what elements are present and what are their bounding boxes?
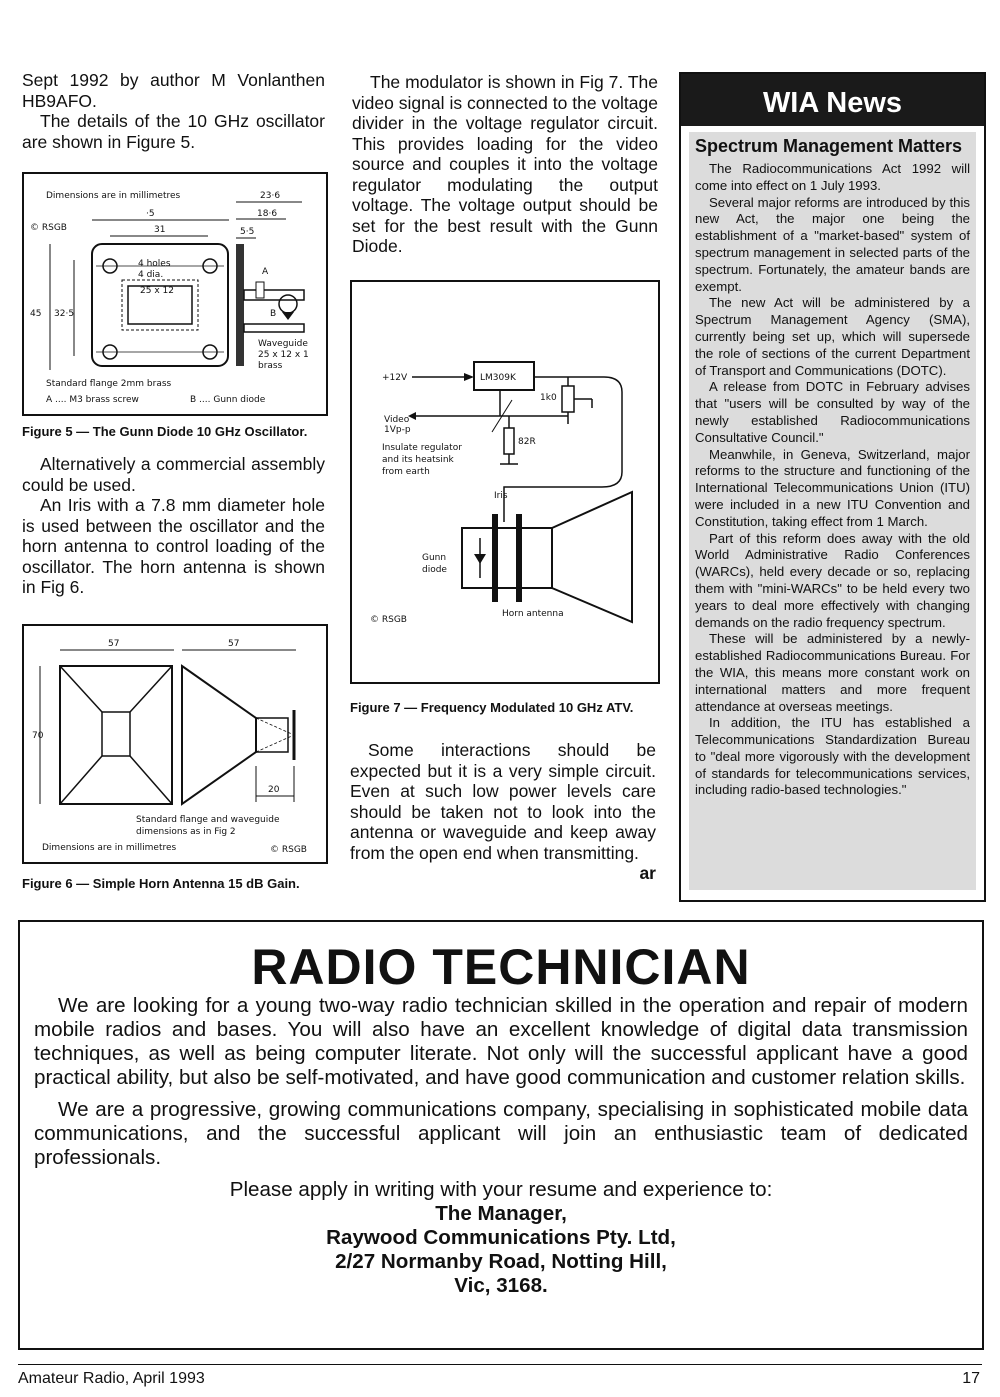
figure-7-modulator-circuit xyxy=(350,280,660,684)
wia-news-paragraph: In addition, the ITU has established a Telecommunications Standardization Bureau to "deal more vigorously with the development of standards for telecommunications services, including radio-based technologies." xyxy=(695,715,970,798)
fig5-holes-label: 4 holes xyxy=(138,259,171,269)
fig5-holes-dia: 4 dia. xyxy=(138,270,164,280)
figure-5-oscillator-diagram xyxy=(22,172,328,416)
wia-news-title: Spectrum Management Matters xyxy=(695,136,963,156)
fig7-copyright: © RSGB xyxy=(370,615,407,625)
fig5-waveguide-material: brass xyxy=(258,361,283,371)
wia-news-box xyxy=(679,72,986,902)
fig5-waveguide-size: 25 x 12 x 1 xyxy=(258,350,309,360)
wia-news-header: WIA News xyxy=(681,74,984,126)
figure-5-svg xyxy=(24,174,326,414)
fig5-copyright: © RSGB xyxy=(30,223,67,233)
ad-address-line-3: 2/27 Normanby Road, Notting Hill, xyxy=(335,1250,667,1273)
fig7-iris-label: Iris xyxy=(494,491,508,501)
fig5-dim-5-5: 5·5 xyxy=(240,227,255,237)
footer-publication: Amateur Radio, April 1993 xyxy=(18,1370,205,1387)
ad-address-line-2: Raywood Communications Pty. Ltd, xyxy=(326,1226,676,1249)
ad-address-line-4: Vic, 3168. xyxy=(454,1274,548,1297)
fig6-dim-20: 20 xyxy=(268,785,280,795)
fig5-slot-size: 25 x 12 xyxy=(140,286,174,296)
ad-address-line-1: The Manager, xyxy=(435,1202,567,1225)
fig6-note-2: dimensions as in Fig 2 xyxy=(136,827,236,837)
column-1-lower xyxy=(22,424,325,598)
fig7-horn-label: Horn antenna xyxy=(502,609,564,619)
fig7-12v-label: +12V xyxy=(382,373,408,383)
fig7-insulate-3: from earth xyxy=(382,467,430,477)
fig7-diode-label: diode xyxy=(422,565,447,575)
fig5-legend-b: B .... Gunn diode xyxy=(190,395,266,405)
fig5-waveguide-label: Waveguide xyxy=(258,339,308,349)
fig6-dim-57b: 57 xyxy=(228,639,240,649)
ad-title: RADIO TECHNICIAN xyxy=(251,939,751,995)
figure-7-svg xyxy=(352,282,658,682)
fig6-note-1: Standard flange and waveguide xyxy=(136,815,280,825)
fig5-dim-5: ·5 xyxy=(146,209,155,219)
figure-7-caption: Figure 7 — Frequency Modulated 10 GHz ATV. xyxy=(350,700,634,715)
fig5-dim-45: 45 xyxy=(30,309,42,319)
wia-news-paragraph: The new Act will be administered by a Spectrum Management Agency (SMA), currently being set up, which will supersede the role of sections of the current Department of Transport and Communications (DOTC). xyxy=(695,295,970,378)
fig5-dim-31: 31 xyxy=(154,225,166,235)
fig7-insulate-1: Insulate regulator xyxy=(382,443,462,453)
fig6-dim-70: 70 xyxy=(32,731,44,741)
fig7-video-level: 1Vp-p xyxy=(384,425,411,435)
fig5-standard-flange: Standard flange 2mm brass xyxy=(46,379,172,389)
col1-paragraph-4: An Iris with a 7.8 mm diameter hole is used between the oscillator and the horn antenna to control loading of the oscillator. The horn antenna is shown in Fig 6. xyxy=(22,495,325,597)
col2-paragraph-2: Some interactions should be expected but it is a very simple circuit. Even at such low power levels care should be taken not to look into the antenna or waveguide and keep away from the open end when transmitting. xyxy=(350,740,656,863)
fig7-1k0-label: 1k0 xyxy=(540,393,557,403)
fig7-video-label: Video xyxy=(384,415,410,425)
column-2-lower xyxy=(350,700,656,884)
fig5-dim-32-5: 32·5 xyxy=(54,309,75,319)
fig5-label-a: A xyxy=(262,267,269,277)
col1-paragraph-3: Alternatively a commercial assembly could be used. xyxy=(22,454,325,495)
article-end-mark: ar xyxy=(639,863,656,883)
figure-6-svg xyxy=(24,626,326,862)
figure-5-caption: Figure 5 — The Gunn Diode 10 GHz Oscillator. xyxy=(22,424,308,439)
fig6-dim-57a: 57 xyxy=(108,639,120,649)
column-1 xyxy=(22,70,325,152)
ad-paragraph-2: We are a progressive, growing communications company, specialising in sophisticated mobile data communications, and the successful applicant will join an enthusiastic team of dedicated professionals. xyxy=(34,1098,968,1169)
footer-page-number: 17 xyxy=(962,1370,980,1387)
fig5-label-b: B xyxy=(270,309,277,319)
wia-news-paragraph: Meanwhile, in Geneva, Switzerland, major reforms to the structure and functioning of the International Telecommunications Union (ITU) were included in a new ITU Convention and Constitution, taking effect from 1 March. xyxy=(695,446,970,529)
fig5-dim-18-6: 18·6 xyxy=(257,209,278,219)
fig6-copyright: © RSGB xyxy=(270,845,307,855)
job-advertisement xyxy=(18,920,984,1350)
fig5-dim-23-6: 23·6 xyxy=(260,191,281,201)
wia-news-paragraph: Several major reforms are introduced by this new Act, the major one being the establishment of a "market-based" system of spectrum management in selected parts of the spectrum. Fortunately, the amateur bands are exempt. xyxy=(695,194,970,294)
figure-6-caption: Figure 6 — Simple Horn Antenna 15 dB Gain. xyxy=(22,876,300,891)
fig7-insulate-2: and its heatsink xyxy=(382,455,454,465)
figure-6-horn-diagram xyxy=(22,624,328,864)
col1-paragraph-1: Sept 1992 by author M Vonlanthen HB9AFO. xyxy=(22,70,325,111)
wia-news-paragraph: Part of this reform does away with the old World Administrative Radio Conferences (WARCs), held every decade or so, replacing them with "mini-WARCs" to be held every two years to deal more effectively with changing demands on the radio frequency spectrum. xyxy=(695,530,970,630)
col1-paragraph-2: The details of the 10 GHz oscillator are shown in Figure 5. xyxy=(22,111,325,152)
fig5-legend-a: A .... M3 brass screw xyxy=(46,395,139,405)
wia-news-paragraph: A release from DOTC in February advises that "users will be consulted by way of the newly established Radiocommunications Consultative Council." xyxy=(695,379,970,445)
ad-apply-line: Please apply in writing with your resume and experience to: xyxy=(229,1178,773,1201)
ad-paragraph-1: We are looking for a young two-way radio technician skilled in the operation and repair of modern mobile radios and bases. You will also have an excellent knowledge of digital data transmission techniques, as well as being computer literate. Not only will the successful applicant have a good practical ability, but also be self-motivated, and have good communication and customer relation skills. xyxy=(34,994,968,1089)
col2-paragraph-1: The modulator is shown in Fig 7. The video signal is connected to the voltage divider in the voltage regulator circuit. This provides loading for the video source and couples it into the voltage regulator modulating the output voltage. The voltage output should be set for the best result with the Gunn Diode. xyxy=(352,72,658,256)
figure-6-caption-wrap xyxy=(22,876,325,892)
wia-news-paragraph: These will be administered by a newly-established Radiocommunications Bureau. For the WIA, this means more constant work on international matters and more frequent attendance at overseas meetings. xyxy=(695,631,970,714)
wia-news-body xyxy=(689,132,976,890)
footer-rule xyxy=(18,1364,982,1365)
wia-news-paragraph: The Radiocommunications Act 1992 will come into effect on 1 July 1993. xyxy=(695,161,970,193)
fig7-gunn-label: Gunn xyxy=(422,553,447,563)
fig5-dims-note: Dimensions are in millimetres xyxy=(46,191,181,201)
fig7-ic-label: LM309K xyxy=(480,373,516,383)
fig7-82r-label: 82R xyxy=(518,437,536,447)
fig6-dims-note: Dimensions are in millimetres xyxy=(42,843,177,853)
column-2 xyxy=(352,72,658,257)
